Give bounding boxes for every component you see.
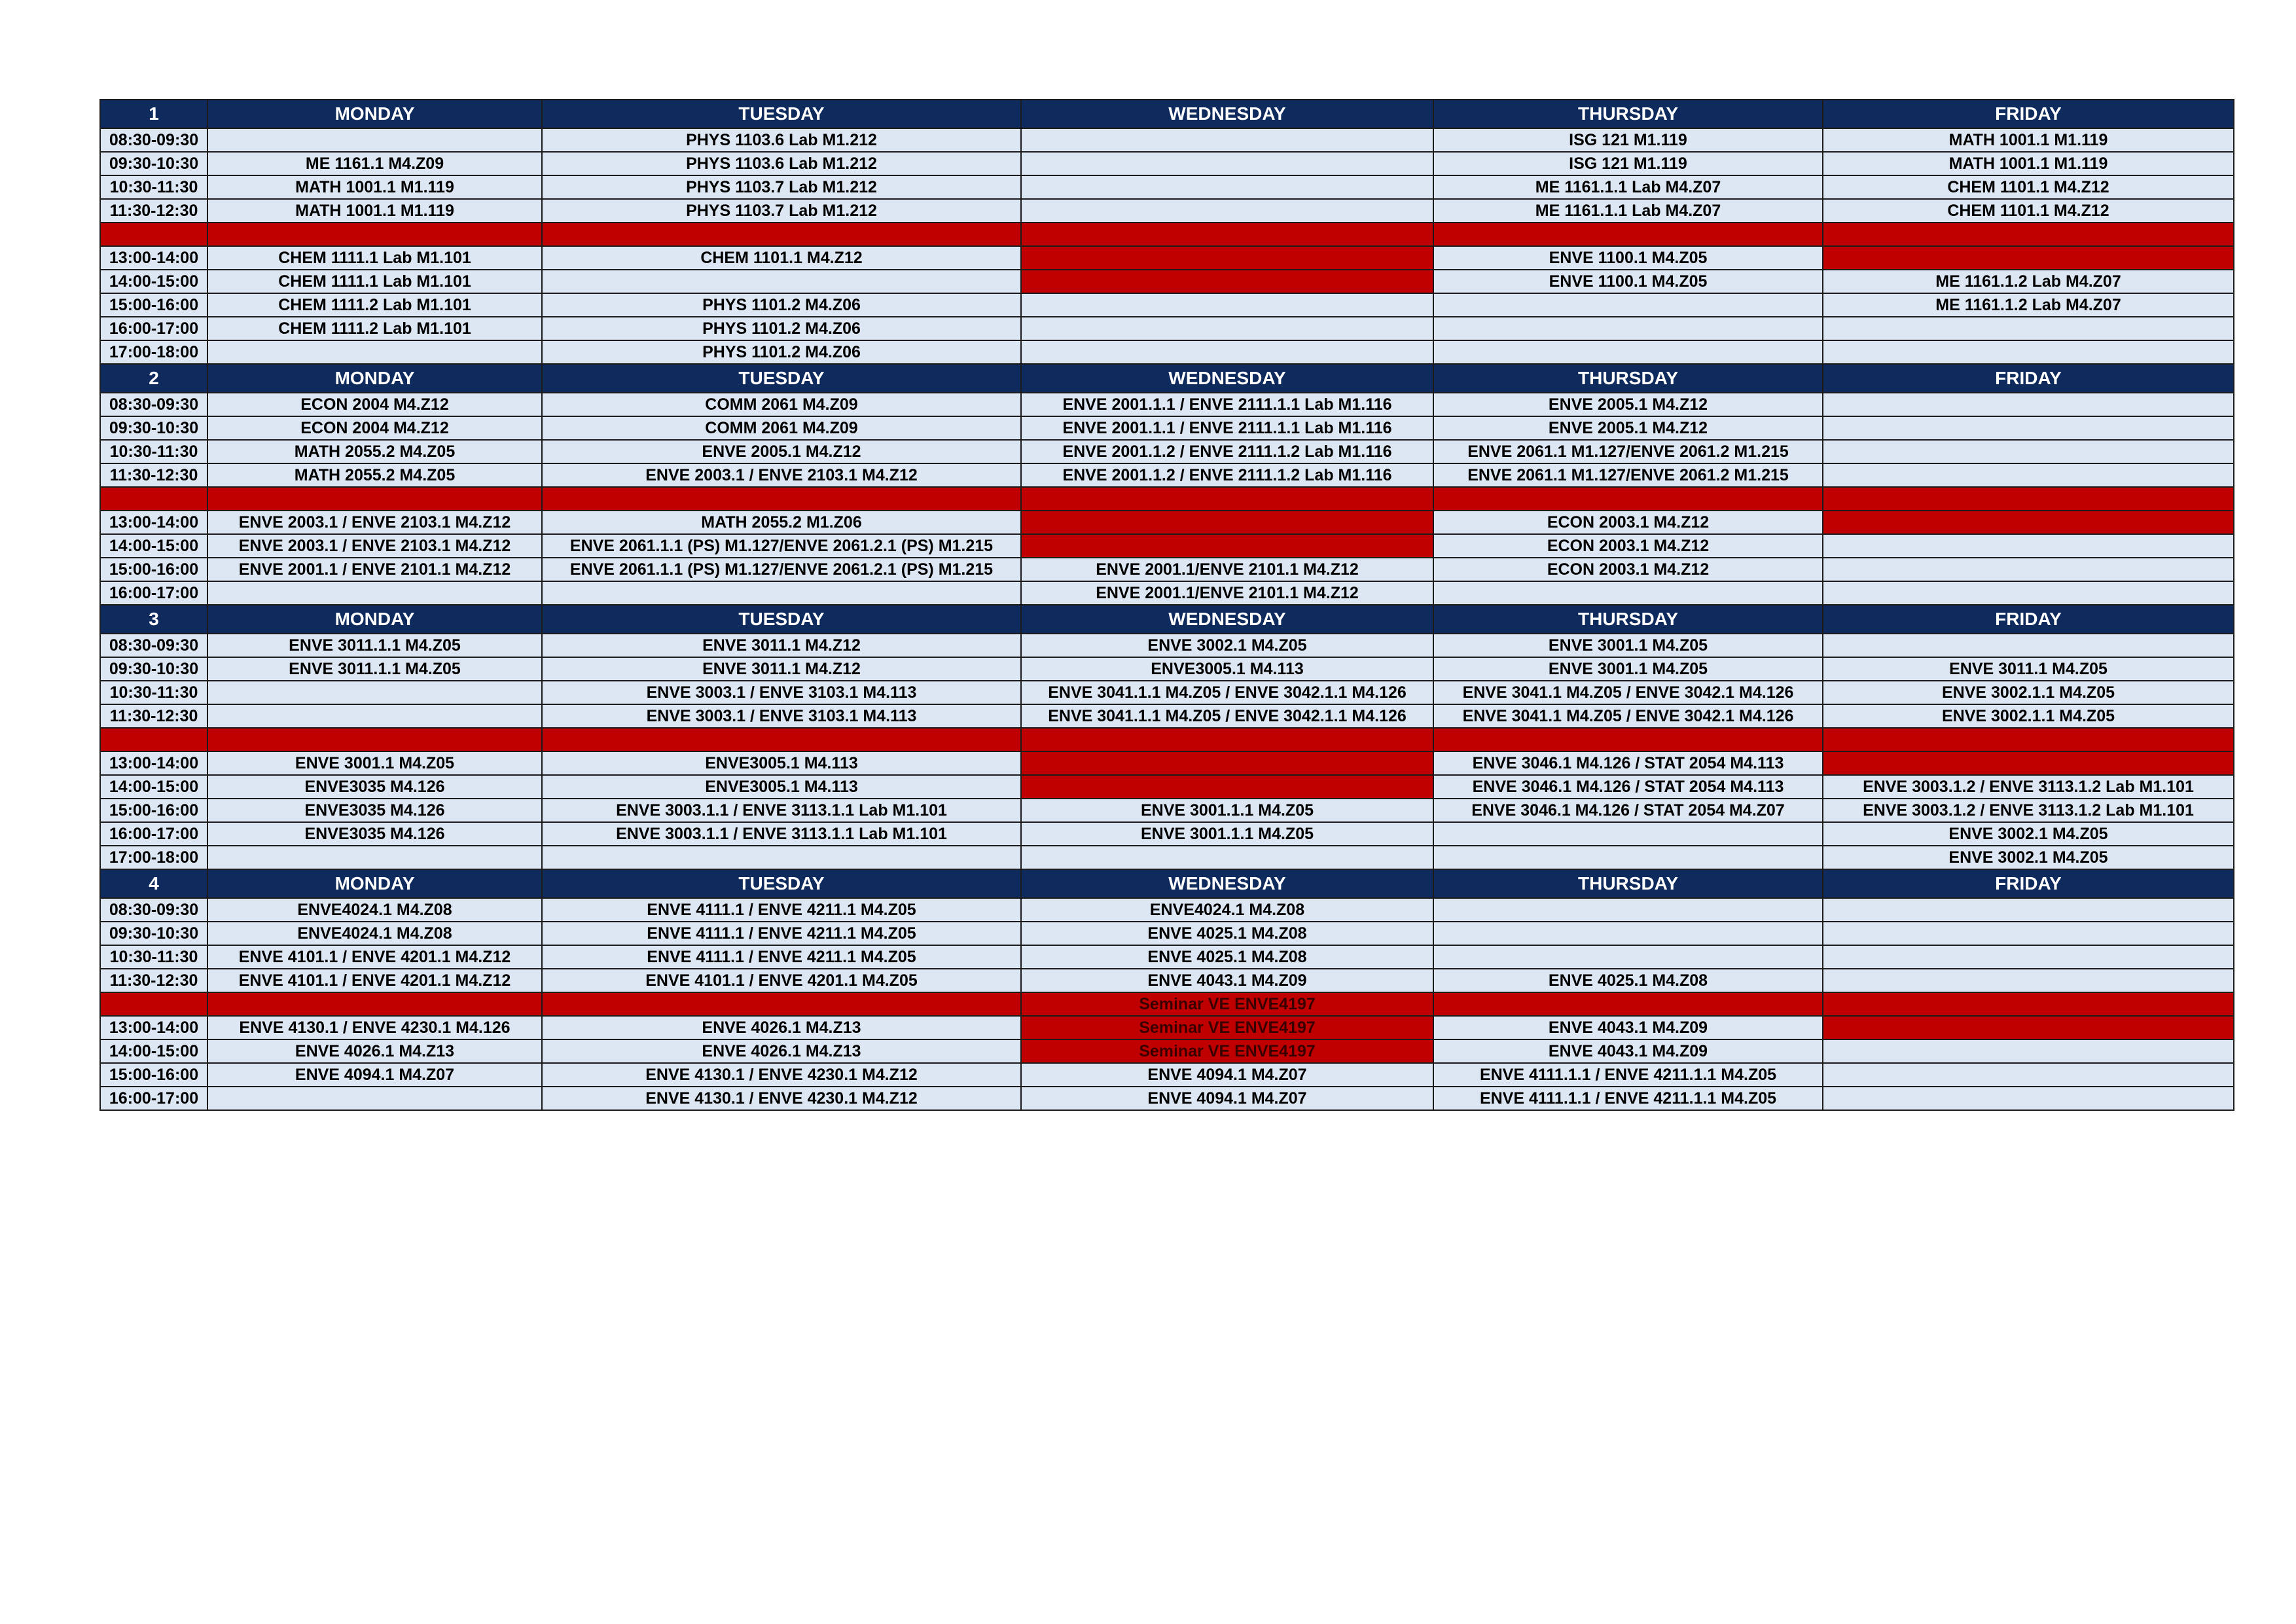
course-cell [1021,199,1433,223]
time-cell [100,992,207,1016]
time-slot-row [100,534,2234,558]
time-cell: 14:00-15:00 [100,270,207,293]
time-cell: 10:30-11:30 [100,175,207,199]
day-header: FRIDAY [1823,605,2234,634]
course-cell [1823,992,2234,1016]
course-cell [1021,223,1433,246]
time-slot-row [100,775,2234,799]
time-cell: 13:00-14:00 [100,246,207,270]
course-cell: ENVE 4025.1 M4.Z08 [1021,945,1433,969]
course-cell: ENVE 3003.1.1 / ENVE 3113.1.1 Lab M1.101 [542,822,1021,846]
course-cell [1823,511,2234,534]
course-cell: ENVE 3003.1 / ENVE 3103.1 M4.113 [542,681,1021,704]
day-header: THURSDAY [1433,364,1823,393]
course-cell: ENVE 3003.1.1 / ENVE 3113.1.1 Lab M1.101 [542,799,1021,822]
course-cell: ENVE 3001.1.1 M4.Z05 [1021,822,1433,846]
time-slot-row [100,270,2234,293]
course-cell [1433,581,1823,605]
course-cell: ENVE 4111.1 / ENVE 4211.1 M4.Z05 [542,922,1021,945]
course-cell: ENVE 4130.1 / ENVE 4230.1 M4.126 [207,1016,542,1039]
course-cell: PHYS 1103.7 Lab M1.212 [542,175,1021,199]
course-cell: MATH 1001.1 M1.119 [207,199,542,223]
time-cell: 16:00-17:00 [100,822,207,846]
time-slot-row [100,846,2234,869]
course-cell: ENVE 3001.1 M4.Z05 [1433,634,1823,657]
course-cell: ENVE3005.1 M4.113 [542,775,1021,799]
course-cell: ENVE 4094.1 M4.Z07 [1021,1087,1433,1110]
course-cell: ME 1161.1.1 Lab M4.Z07 [1433,199,1823,223]
course-cell: ENVE 2061.1 M1.127/ENVE 2061.2 M1.215 [1433,463,1823,487]
time-slot-row [100,945,2234,969]
time-cell: 09:30-10:30 [100,416,207,440]
time-cell: 15:00-16:00 [100,293,207,317]
course-cell: Seminar VE ENVE4197 [1021,1039,1433,1063]
course-cell [207,340,542,364]
course-cell: CHEM 1101.1 M4.Z12 [1823,175,2234,199]
time-slot-row [100,340,2234,364]
year-label: 1 [100,99,207,128]
time-slot-row [100,704,2234,728]
course-cell [1823,1039,2234,1063]
time-cell: 08:30-09:30 [100,634,207,657]
time-cell: 08:30-09:30 [100,393,207,416]
course-cell: ENVE 4026.1 M4.Z13 [542,1039,1021,1063]
course-cell: ENVE 3002.1 M4.Z05 [1021,634,1433,657]
course-cell: ENVE4024.1 M4.Z08 [207,898,542,922]
time-cell: 09:30-10:30 [100,152,207,175]
time-slot-row [100,822,2234,846]
course-cell: MATH 2055.2 M4.Z05 [207,440,542,463]
course-cell: ENVE 3002.1.1 M4.Z05 [1823,704,2234,728]
course-cell: ENVE 4043.1 M4.Z09 [1021,969,1433,992]
course-cell [207,487,542,511]
course-cell: ENVE 4111.1.1 / ENVE 4211.1.1 M4.Z05 [1433,1087,1823,1110]
course-cell: ENVE 4026.1 M4.Z13 [542,1016,1021,1039]
lunch-break-row [100,728,2234,751]
course-cell: MATH 2055.2 M4.Z05 [207,463,542,487]
course-cell [1021,487,1433,511]
lunch-break-row [100,223,2234,246]
time-cell: 14:00-15:00 [100,775,207,799]
course-cell: ENVE 3001.1.1 M4.Z05 [1021,799,1433,822]
time-slot-row [100,440,2234,463]
course-cell [207,1087,542,1110]
course-cell: ENVE 2001.1.2 / ENVE 2111.1.2 Lab M1.116 [1021,463,1433,487]
course-cell [542,581,1021,605]
course-cell [1823,393,2234,416]
course-cell: ENVE 2001.1.1 / ENVE 2111.1.1 Lab M1.116 [1021,393,1433,416]
course-cell: ENVE 2001.1/ENVE 2101.1 M4.Z12 [1021,558,1433,581]
time-slot-row [100,634,2234,657]
course-cell [542,846,1021,869]
course-cell: ENVE 3003.1.2 / ENVE 3113.1.2 Lab M1.101 [1823,775,2234,799]
time-slot-row [100,152,2234,175]
course-cell: ENVE 3002.1 M4.Z05 [1823,822,2234,846]
course-cell [1433,340,1823,364]
course-cell [1823,440,2234,463]
course-cell: ENVE 3041.1 M4.Z05 / ENVE 3042.1 M4.126 [1433,681,1823,704]
course-cell [1433,922,1823,945]
course-cell [1823,463,2234,487]
course-cell: ENVE3005.1 M4.113 [1021,657,1433,681]
course-cell [1823,1016,2234,1039]
course-cell: ISG 121 M1.119 [1433,128,1823,152]
course-cell [1823,534,2234,558]
time-slot-row [100,969,2234,992]
time-slot-row [100,681,2234,704]
time-cell: 09:30-10:30 [100,657,207,681]
course-cell [1823,922,2234,945]
course-cell [207,223,542,246]
course-cell: PHYS 1101.2 M4.Z06 [542,340,1021,364]
time-cell: 09:30-10:30 [100,922,207,945]
course-cell: ENVE 3003.1.2 / ENVE 3113.1.2 Lab M1.101 [1823,799,2234,822]
day-header: TUESDAY [542,364,1021,393]
course-cell: ENVE 3011.1 M4.Z05 [1823,657,2234,681]
time-slot-row [100,922,2234,945]
course-cell [1823,634,2234,657]
course-cell: ME 1161.1.1 Lab M4.Z07 [1433,175,1823,199]
course-cell: ENVE 3011.1 M4.Z12 [542,634,1021,657]
course-cell: ENVE 4094.1 M4.Z07 [1021,1063,1433,1087]
day-header: FRIDAY [1823,99,2234,128]
time-slot-row [100,1016,2234,1039]
course-cell: ENVE 2003.1 / ENVE 2103.1 M4.Z12 [207,534,542,558]
course-cell: Seminar VE ENVE4197 [1021,992,1433,1016]
day-header: MONDAY [207,99,542,128]
course-cell: ENVE 2061.1 M1.127/ENVE 2061.2 M1.215 [1433,440,1823,463]
time-cell: 08:30-09:30 [100,898,207,922]
lunch-break-row [100,487,2234,511]
course-cell: ENVE 2061.1.1 (PS) M1.127/ENVE 2061.2.1 (PS) M1.215 [542,558,1021,581]
course-cell: ENVE 4043.1 M4.Z09 [1433,1016,1823,1039]
course-cell [1021,340,1433,364]
time-cell [100,223,207,246]
course-cell: ENVE3035 M4.126 [207,775,542,799]
time-cell: 11:30-12:30 [100,463,207,487]
time-slot-row [100,799,2234,822]
time-slot-row [100,1063,2234,1087]
course-cell [1823,558,2234,581]
timetable [99,99,2234,1111]
course-cell: ENVE 2003.1 / ENVE 2103.1 M4.Z12 [207,511,542,534]
course-cell: CHEM 1111.1 Lab M1.101 [207,270,542,293]
course-cell: ENVE 4026.1 M4.Z13 [207,1039,542,1063]
course-cell: COMM 2061 M4.Z09 [542,416,1021,440]
time-cell: 16:00-17:00 [100,581,207,605]
time-slot-row [100,558,2234,581]
course-cell [1823,416,2234,440]
time-cell: 16:00-17:00 [100,1087,207,1110]
course-cell [1433,846,1823,869]
course-cell: ENVE 2001.1.2 / ENVE 2111.1.2 Lab M1.116 [1021,440,1433,463]
course-cell [1433,945,1823,969]
course-cell: ENVE 3041.1.1 M4.Z05 / ENVE 3042.1.1 M4.126 [1021,704,1433,728]
time-cell: 13:00-14:00 [100,1016,207,1039]
year-header-row [100,364,2234,393]
course-cell [1823,581,2234,605]
course-cell: ECON 2003.1 M4.Z12 [1433,558,1823,581]
time-slot-row [100,463,2234,487]
day-header: MONDAY [207,605,542,634]
course-cell: ENVE 3011.1.1 M4.Z05 [207,634,542,657]
time-slot-row [100,293,2234,317]
time-cell: 15:00-16:00 [100,1063,207,1087]
course-cell [542,487,1021,511]
course-cell: ENVE 1100.1 M4.Z05 [1433,246,1823,270]
course-cell [1433,223,1823,246]
day-header: WEDNESDAY [1021,364,1433,393]
course-cell: CHEM 1111.2 Lab M1.101 [207,317,542,340]
course-cell [1021,511,1433,534]
course-cell [1823,1063,2234,1087]
time-slot-row [100,317,2234,340]
timetable-sheet [99,99,2233,1111]
course-cell [207,992,542,1016]
course-cell: ENVE 2061.1.1 (PS) M1.127/ENVE 2061.2.1 (PS) M1.215 [542,534,1021,558]
course-cell: ENVE 1100.1 M4.Z05 [1433,270,1823,293]
course-cell: CHEM 1111.2 Lab M1.101 [207,293,542,317]
course-cell [1433,898,1823,922]
course-cell: ENVE 3001.1 M4.Z05 [1433,657,1823,681]
course-cell: MATH 1001.1 M1.119 [1823,128,2234,152]
course-cell [542,992,1021,1016]
course-cell: ENVE 2003.1 / ENVE 2103.1 M4.Z12 [542,463,1021,487]
course-cell [1823,969,2234,992]
course-cell: COMM 2061 M4.Z09 [542,393,1021,416]
course-cell [1021,128,1433,152]
course-cell [1433,822,1823,846]
course-cell: Seminar VE ENVE4197 [1021,1016,1433,1039]
course-cell: PHYS 1101.2 M4.Z06 [542,317,1021,340]
course-cell [1823,945,2234,969]
time-cell: 10:30-11:30 [100,945,207,969]
course-cell [1433,992,1823,1016]
time-cell: 16:00-17:00 [100,317,207,340]
course-cell [1021,846,1433,869]
course-cell: ENVE 4101.1 / ENVE 4201.1 M4.Z12 [207,945,542,969]
time-slot-row [100,657,2234,681]
course-cell: ECON 2004 M4.Z12 [207,393,542,416]
course-cell: ENVE 3002.1 M4.Z05 [1823,846,2234,869]
time-cell: 08:30-09:30 [100,128,207,152]
time-cell: 10:30-11:30 [100,440,207,463]
year-label: 3 [100,605,207,634]
time-cell: 11:30-12:30 [100,199,207,223]
course-cell: ENVE 2001.1.1 / ENVE 2111.1.1 Lab M1.116 [1021,416,1433,440]
year-header-row [100,605,2234,634]
time-cell: 15:00-16:00 [100,799,207,822]
course-cell: ENVE 4101.1 / ENVE 4201.1 M4.Z05 [542,969,1021,992]
course-cell: ENVE 3011.1 M4.Z12 [542,657,1021,681]
course-cell [1021,175,1433,199]
course-cell: ME 1161.1 M4.Z09 [207,152,542,175]
course-cell [1021,775,1433,799]
day-header: TUESDAY [542,869,1021,898]
course-cell: ENVE 4043.1 M4.Z09 [1433,1039,1823,1063]
course-cell [207,681,542,704]
course-cell [1021,152,1433,175]
time-slot-row [100,175,2234,199]
time-cell: 14:00-15:00 [100,534,207,558]
course-cell: ENVE3035 M4.126 [207,822,542,846]
course-cell [1823,317,2234,340]
course-cell: ENVE 2005.1 M4.Z12 [1433,416,1823,440]
time-slot-row [100,416,2234,440]
course-cell [542,270,1021,293]
course-cell: ENVE 3011.1.1 M4.Z05 [207,657,542,681]
time-slot-row [100,581,2234,605]
course-cell [1823,487,2234,511]
course-cell: CHEM 1101.1 M4.Z12 [1823,199,2234,223]
course-cell [542,223,1021,246]
time-cell: 14:00-15:00 [100,1039,207,1063]
day-header: TUESDAY [542,99,1021,128]
course-cell [207,581,542,605]
day-header: TUESDAY [542,605,1021,634]
course-cell [1021,751,1433,775]
time-slot-row [100,898,2234,922]
time-cell: 11:30-12:30 [100,969,207,992]
course-cell: ME 1161.1.2 Lab M4.Z07 [1823,293,2234,317]
course-cell: ENVE 2005.1 M4.Z12 [542,440,1021,463]
day-header: THURSDAY [1433,869,1823,898]
day-header: WEDNESDAY [1021,869,1433,898]
time-cell: 15:00-16:00 [100,558,207,581]
time-cell: 10:30-11:30 [100,681,207,704]
course-cell: ENVE4024.1 M4.Z08 [1021,898,1433,922]
course-cell: ENVE 4111.1 / ENVE 4211.1 M4.Z05 [542,945,1021,969]
course-cell: ISG 121 M1.119 [1433,152,1823,175]
lunch-break-row [100,992,2234,1016]
time-slot-row [100,246,2234,270]
time-cell: 17:00-18:00 [100,340,207,364]
course-cell [1021,728,1433,751]
course-cell: PHYS 1103.6 Lab M1.212 [542,152,1021,175]
course-cell: ECON 2003.1 M4.Z12 [1433,534,1823,558]
day-header: WEDNESDAY [1021,99,1433,128]
course-cell [1823,340,2234,364]
course-cell [1433,293,1823,317]
course-cell: ENVE 3001.1 M4.Z05 [207,751,542,775]
course-cell: ENVE 3046.1 M4.126 / STAT 2054 M4.113 [1433,751,1823,775]
time-cell: 17:00-18:00 [100,846,207,869]
time-cell: 13:00-14:00 [100,511,207,534]
course-cell [1021,293,1433,317]
course-cell [207,728,542,751]
course-cell: ENVE4024.1 M4.Z08 [207,922,542,945]
day-header: THURSDAY [1433,99,1823,128]
course-cell [1823,246,2234,270]
course-cell: ENVE 3046.1 M4.126 / STAT 2054 M4.113 [1433,775,1823,799]
course-cell: ENVE 4025.1 M4.Z08 [1021,922,1433,945]
course-cell: ENVE 3003.1 / ENVE 3103.1 M4.113 [542,704,1021,728]
course-cell [1021,534,1433,558]
course-cell: ECON 2004 M4.Z12 [207,416,542,440]
time-slot-row [100,199,2234,223]
day-header: FRIDAY [1823,364,2234,393]
course-cell: MATH 2055.2 M1.Z06 [542,511,1021,534]
course-cell [1433,728,1823,751]
course-cell: PHYS 1103.6 Lab M1.212 [542,128,1021,152]
course-cell: ENVE 3046.1 M4.126 / STAT 2054 M4.Z07 [1433,799,1823,822]
time-slot-row [100,1039,2234,1063]
day-header: MONDAY [207,364,542,393]
course-cell: MATH 1001.1 M1.119 [1823,152,2234,175]
course-cell: ENVE 4111.1 / ENVE 4211.1 M4.Z05 [542,898,1021,922]
course-cell: ME 1161.1.2 Lab M4.Z07 [1823,270,2234,293]
course-cell: ENVE 2005.1 M4.Z12 [1433,393,1823,416]
time-cell [100,728,207,751]
course-cell: ENVE 2001.1 / ENVE 2101.1 M4.Z12 [207,558,542,581]
time-slot-row [100,393,2234,416]
course-cell [1823,223,2234,246]
time-cell: 11:30-12:30 [100,704,207,728]
course-cell: MATH 1001.1 M1.119 [207,175,542,199]
course-cell: ENVE 2001.1/ENVE 2101.1 M4.Z12 [1021,581,1433,605]
course-cell [1021,270,1433,293]
course-cell: ENVE 4094.1 M4.Z07 [207,1063,542,1087]
course-cell: CHEM 1111.1 Lab M1.101 [207,246,542,270]
course-cell [1823,1087,2234,1110]
course-cell [1021,317,1433,340]
year-header-row [100,869,2234,898]
course-cell: ENVE 3041.1 M4.Z05 / ENVE 3042.1 M4.126 [1433,704,1823,728]
course-cell: ENVE 4025.1 M4.Z08 [1433,969,1823,992]
course-cell [207,128,542,152]
course-cell: ENVE3035 M4.126 [207,799,542,822]
time-slot-row [100,1087,2234,1110]
course-cell [1433,487,1823,511]
course-cell: CHEM 1101.1 M4.Z12 [542,246,1021,270]
day-header: FRIDAY [1823,869,2234,898]
course-cell [207,846,542,869]
time-slot-row [100,128,2234,152]
course-cell: ENVE 4111.1.1 / ENVE 4211.1.1 M4.Z05 [1433,1063,1823,1087]
time-slot-row [100,751,2234,775]
course-cell: ENVE 4101.1 / ENVE 4201.1 M4.Z12 [207,969,542,992]
course-cell [1823,728,2234,751]
course-cell: ENVE3005.1 M4.113 [542,751,1021,775]
year-label: 4 [100,869,207,898]
time-cell [100,487,207,511]
course-cell: ENVE 4130.1 / ENVE 4230.1 M4.Z12 [542,1063,1021,1087]
year-label: 2 [100,364,207,393]
course-cell: ENVE 3002.1.1 M4.Z05 [1823,681,2234,704]
day-header: WEDNESDAY [1021,605,1433,634]
course-cell: PHYS 1101.2 M4.Z06 [542,293,1021,317]
course-cell [207,704,542,728]
course-cell: ENVE 4130.1 / ENVE 4230.1 M4.Z12 [542,1087,1021,1110]
time-cell: 13:00-14:00 [100,751,207,775]
day-header: MONDAY [207,869,542,898]
course-cell [542,728,1021,751]
course-cell: ECON 2003.1 M4.Z12 [1433,511,1823,534]
time-slot-row [100,511,2234,534]
course-cell [1823,898,2234,922]
course-cell [1823,751,2234,775]
course-cell: ENVE 3041.1.1 M4.Z05 / ENVE 3042.1.1 M4.126 [1021,681,1433,704]
course-cell [1433,317,1823,340]
course-cell: PHYS 1103.7 Lab M1.212 [542,199,1021,223]
course-cell [1021,246,1433,270]
day-header: THURSDAY [1433,605,1823,634]
year-header-row [100,99,2234,128]
